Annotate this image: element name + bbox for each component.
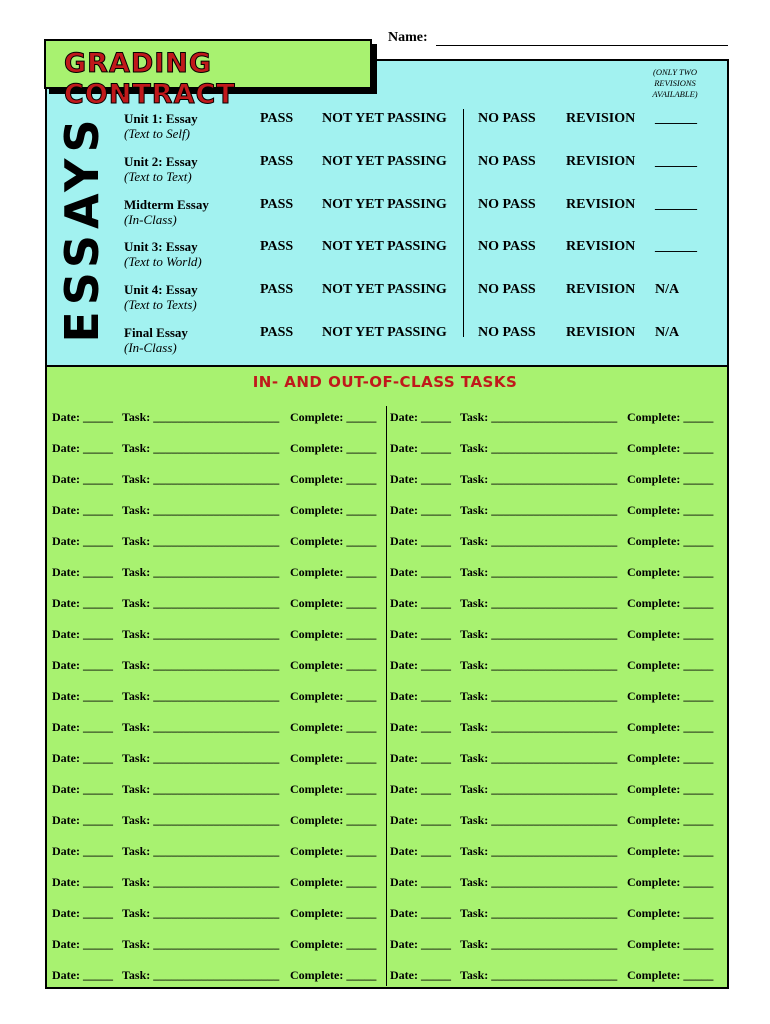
- complete-field[interactable]: Complete: _____: [627, 968, 714, 982]
- date-field[interactable]: Date: _____: [52, 565, 113, 579]
- task-field[interactable]: Task: _____________________: [460, 875, 618, 889]
- task-row: [0, 689, 770, 709]
- complete-field[interactable]: Complete: _____: [290, 751, 377, 765]
- essay-row: [0, 282, 770, 322]
- complete-field[interactable]: Complete: _____: [627, 813, 714, 827]
- task-field[interactable]: Task: _____________________: [122, 658, 280, 672]
- revision-option[interactable]: REVISION: [566, 325, 636, 340]
- task-row: [0, 503, 770, 523]
- date-field[interactable]: Date: _____: [390, 565, 451, 579]
- task-field[interactable]: Task: _____________________: [460, 565, 618, 579]
- complete-field[interactable]: Complete: _____: [627, 410, 714, 424]
- complete-field[interactable]: Complete: _____: [627, 782, 714, 796]
- date-field[interactable]: Date: _____: [390, 906, 451, 920]
- task-field[interactable]: Task: _____________________: [122, 813, 280, 827]
- not-yet-passing-option[interactable]: NOT YET PASSING: [322, 154, 447, 169]
- complete-field[interactable]: Complete: _____: [290, 875, 377, 889]
- date-field[interactable]: Date: _____: [52, 472, 113, 486]
- no-pass-option[interactable]: NO PASS: [478, 111, 536, 126]
- complete-field[interactable]: Complete: _____: [627, 534, 714, 548]
- pass-option[interactable]: PASS: [260, 154, 294, 169]
- date-field[interactable]: Date: _____: [52, 875, 113, 889]
- task-field[interactable]: Task: _____________________: [122, 503, 280, 517]
- complete-field[interactable]: Complete: _____: [627, 937, 714, 951]
- essay-row: [0, 325, 770, 365]
- essay-unit-label: Unit 1: Essay: [124, 111, 198, 126]
- task-field[interactable]: Task: _____________________: [460, 503, 618, 517]
- date-field[interactable]: Date: _____: [52, 751, 113, 765]
- essay-unit-label: Final Essay: [124, 325, 188, 340]
- task-field[interactable]: Task: _____________________: [122, 689, 280, 703]
- pass-option[interactable]: PASS: [260, 111, 294, 126]
- essay-subtitle: (Text to Text): [124, 169, 192, 184]
- date-field[interactable]: Date: _____: [52, 534, 113, 548]
- task-row: [0, 906, 770, 926]
- complete-field[interactable]: Complete: _____: [290, 410, 377, 424]
- date-field[interactable]: Date: _____: [52, 658, 113, 672]
- complete-field[interactable]: Complete: _____: [627, 658, 714, 672]
- task-field[interactable]: Task: _____________________: [122, 410, 280, 424]
- essay-subtitle: (Text to World): [124, 254, 202, 269]
- task-field[interactable]: Task: _____________________: [122, 844, 280, 858]
- task-field[interactable]: Task: _____________________: [460, 937, 618, 951]
- date-field[interactable]: Date: _____: [52, 844, 113, 858]
- essay-unit-label: Unit 4: Essay: [124, 282, 198, 297]
- date-field[interactable]: Date: _____: [390, 441, 451, 455]
- task-field[interactable]: Task: _____________________: [460, 472, 618, 486]
- pass-option[interactable]: PASS: [260, 325, 294, 340]
- date-field[interactable]: Date: _____: [390, 813, 451, 827]
- complete-field[interactable]: Complete: _____: [290, 441, 377, 455]
- task-field[interactable]: Task: _____________________: [122, 720, 280, 734]
- essay-subtitle: (In-Class): [124, 340, 177, 355]
- essay-subtitle: (Text to Self): [124, 126, 190, 141]
- tasks-title: IN- AND OUT-OF-CLASS TASKS: [252, 373, 518, 391]
- pass-option[interactable]: PASS: [260, 282, 294, 297]
- task-field[interactable]: Task: _____________________: [460, 441, 618, 455]
- task-field[interactable]: Task: _____________________: [460, 906, 618, 920]
- task-field[interactable]: Task: _____________________: [122, 534, 280, 548]
- date-field[interactable]: Date: _____: [52, 596, 113, 610]
- task-row: [0, 875, 770, 895]
- complete-field[interactable]: Complete: _____: [627, 503, 714, 517]
- complete-field[interactable]: Complete: _____: [290, 906, 377, 920]
- task-row: [0, 968, 770, 988]
- complete-field[interactable]: Complete: _____: [290, 534, 377, 548]
- task-field[interactable]: Task: _____________________: [122, 596, 280, 610]
- no-pass-option[interactable]: NO PASS: [478, 239, 536, 254]
- complete-field[interactable]: Complete: _____: [290, 937, 377, 951]
- no-pass-option[interactable]: NO PASS: [478, 154, 536, 169]
- revision-mark[interactable]: N/A: [655, 282, 680, 297]
- essay-unit-label: Unit 3: Essay: [124, 239, 198, 254]
- task-row: [0, 565, 770, 585]
- date-field[interactable]: Date: _____: [52, 906, 113, 920]
- date-field[interactable]: Date: _____: [390, 844, 451, 858]
- date-field[interactable]: Date: _____: [52, 503, 113, 517]
- complete-field[interactable]: Complete: _____: [290, 565, 377, 579]
- not-yet-passing-option[interactable]: NOT YET PASSING: [322, 197, 447, 212]
- task-row: [0, 937, 770, 957]
- task-field[interactable]: Task: _____________________: [122, 751, 280, 765]
- complete-field[interactable]: Complete: _____: [290, 720, 377, 734]
- complete-field[interactable]: Complete: _____: [627, 472, 714, 486]
- essay-unit-label: Midterm Essay: [124, 197, 209, 212]
- task-field[interactable]: Task: _____________________: [122, 441, 280, 455]
- pass-option[interactable]: PASS: [260, 197, 294, 212]
- essay-row: [0, 197, 770, 237]
- date-field[interactable]: Date: _____: [390, 720, 451, 734]
- task-field[interactable]: Task: _____________________: [122, 937, 280, 951]
- date-field[interactable]: Date: _____: [52, 937, 113, 951]
- complete-field[interactable]: Complete: _____: [627, 596, 714, 610]
- task-field[interactable]: Task: _____________________: [122, 627, 280, 641]
- task-field[interactable]: Task: _____________________: [122, 472, 280, 486]
- date-field[interactable]: Date: _____: [390, 689, 451, 703]
- complete-field[interactable]: Complete: _____: [290, 658, 377, 672]
- task-field[interactable]: Task: _____________________: [122, 906, 280, 920]
- revision-mark[interactable]: ______: [655, 197, 697, 212]
- date-field[interactable]: Date: _____: [52, 441, 113, 455]
- task-field[interactable]: Task: _____________________: [460, 627, 618, 641]
- revision-option[interactable]: REVISION: [566, 282, 636, 297]
- complete-field[interactable]: Complete: _____: [290, 472, 377, 486]
- date-field[interactable]: Date: _____: [390, 503, 451, 517]
- complete-field[interactable]: Complete: _____: [627, 627, 714, 641]
- not-yet-passing-option[interactable]: NOT YET PASSING: [322, 239, 447, 254]
- complete-field[interactable]: Complete: _____: [627, 441, 714, 455]
- revision-option[interactable]: REVISION: [566, 239, 636, 254]
- date-field[interactable]: Date: _____: [52, 968, 113, 982]
- task-field[interactable]: Task: _____________________: [460, 689, 618, 703]
- essay-subtitle: (Text to Texts): [124, 297, 197, 312]
- title-badge: [44, 39, 372, 110]
- date-field[interactable]: Date: _____: [52, 720, 113, 734]
- date-field[interactable]: Date: _____: [390, 937, 451, 951]
- essays-side-label: ESSAYS: [55, 112, 109, 343]
- task-row: [0, 844, 770, 864]
- task-row: [0, 813, 770, 833]
- task-field[interactable]: Task: _____________________: [460, 596, 618, 610]
- complete-field[interactable]: Complete: _____: [627, 751, 714, 765]
- task-row: [0, 751, 770, 771]
- task-row: [0, 410, 770, 430]
- name-label: Name:: [388, 30, 428, 45]
- date-field[interactable]: Date: _____: [390, 534, 451, 548]
- date-field[interactable]: Date: _____: [52, 627, 113, 641]
- essay-row: [0, 239, 770, 279]
- revision-mark[interactable]: N/A: [655, 325, 680, 340]
- not-yet-passing-option[interactable]: NOT YET PASSING: [322, 111, 447, 126]
- task-field[interactable]: Task: _____________________: [460, 813, 618, 827]
- complete-field[interactable]: Complete: _____: [627, 720, 714, 734]
- task-row: [0, 627, 770, 647]
- task-row: [0, 441, 770, 461]
- date-field[interactable]: Date: _____: [52, 689, 113, 703]
- complete-field[interactable]: Complete: _____: [290, 503, 377, 517]
- task-field[interactable]: Task: _____________________: [460, 751, 618, 765]
- essay-subtitle: (In-Class): [124, 212, 177, 227]
- complete-field[interactable]: Complete: _____: [290, 689, 377, 703]
- complete-field[interactable]: Complete: _____: [290, 813, 377, 827]
- task-field[interactable]: Task: _____________________: [122, 968, 280, 982]
- task-row: [0, 782, 770, 802]
- no-pass-option[interactable]: NO PASS: [478, 282, 536, 297]
- no-pass-option[interactable]: NO PASS: [478, 197, 536, 212]
- date-field[interactable]: Date: _____: [390, 875, 451, 889]
- date-field[interactable]: Date: _____: [390, 472, 451, 486]
- revision-mark[interactable]: ______: [655, 111, 697, 126]
- task-field[interactable]: Task: _____________________: [122, 782, 280, 796]
- revision-option[interactable]: REVISION: [566, 197, 636, 212]
- task-field[interactable]: Task: _____________________: [122, 565, 280, 579]
- revision-note: (ONLY TWO REVISIONS AVAILABLE): [652, 67, 698, 99]
- date-field[interactable]: Date: _____: [390, 596, 451, 610]
- date-field[interactable]: Date: _____: [390, 751, 451, 765]
- not-yet-passing-option[interactable]: NOT YET PASSING: [322, 325, 447, 340]
- task-field[interactable]: Task: _____________________: [460, 844, 618, 858]
- task-field[interactable]: Task: _____________________: [460, 782, 618, 796]
- not-yet-passing-option[interactable]: NOT YET PASSING: [322, 282, 447, 297]
- complete-field[interactable]: Complete: _____: [290, 844, 377, 858]
- task-row: [0, 720, 770, 740]
- task-row: [0, 596, 770, 616]
- task-field[interactable]: Task: _____________________: [460, 968, 618, 982]
- date-field[interactable]: Date: _____: [52, 782, 113, 796]
- page-title: GRADING CONTRACT: [64, 48, 236, 110]
- task-field[interactable]: Task: _____________________: [460, 658, 618, 672]
- task-field[interactable]: Task: _____________________: [460, 534, 618, 548]
- revision-mark[interactable]: ______: [655, 154, 697, 169]
- complete-field[interactable]: Complete: _____: [290, 968, 377, 982]
- revision-option[interactable]: REVISION: [566, 111, 636, 126]
- complete-field[interactable]: Complete: _____: [290, 596, 377, 610]
- pass-option[interactable]: PASS: [260, 239, 294, 254]
- complete-field[interactable]: Complete: _____: [627, 906, 714, 920]
- date-field[interactable]: Date: _____: [390, 627, 451, 641]
- revision-mark[interactable]: ______: [655, 239, 697, 254]
- date-field[interactable]: Date: _____: [390, 658, 451, 672]
- essay-row: [0, 154, 770, 194]
- task-field[interactable]: Task: _____________________: [460, 720, 618, 734]
- no-pass-option[interactable]: NO PASS: [478, 325, 536, 340]
- complete-field[interactable]: Complete: _____: [627, 565, 714, 579]
- date-field[interactable]: Date: _____: [390, 968, 451, 982]
- task-row: [0, 658, 770, 678]
- name-field[interactable]: [436, 45, 728, 46]
- complete-field[interactable]: Complete: _____: [290, 627, 377, 641]
- date-field[interactable]: Date: _____: [52, 410, 113, 424]
- revision-option[interactable]: REVISION: [566, 154, 636, 169]
- complete-field[interactable]: Complete: _____: [627, 689, 714, 703]
- task-field[interactable]: Task: _____________________: [122, 875, 280, 889]
- complete-field[interactable]: Complete: _____: [627, 875, 714, 889]
- date-field[interactable]: Date: _____: [52, 813, 113, 827]
- date-field[interactable]: Date: _____: [390, 410, 451, 424]
- date-field[interactable]: Date: _____: [390, 782, 451, 796]
- complete-field[interactable]: Complete: _____: [627, 844, 714, 858]
- complete-field[interactable]: Complete: _____: [290, 782, 377, 796]
- task-row: [0, 534, 770, 554]
- essay-row: [0, 111, 770, 151]
- essay-unit-label: Unit 2: Essay: [124, 154, 198, 169]
- task-row: [0, 472, 770, 492]
- task-field[interactable]: Task: _____________________: [460, 410, 618, 424]
